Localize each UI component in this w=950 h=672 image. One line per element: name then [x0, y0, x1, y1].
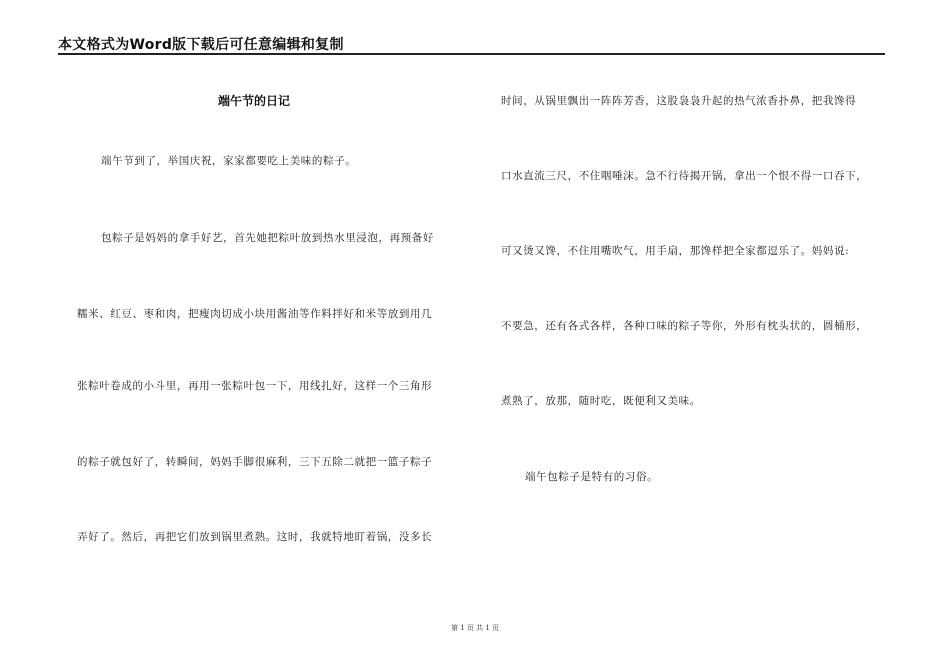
page-number-footer: 第 1 页 共 1 页 — [450, 624, 500, 632]
paragraph-line: 张粽叶卷成的小斗里，再用一张粽叶包一下，用线扎好，这样一个三角形 — [77, 380, 433, 392]
paragraph-line: 糯米、红豆、枣和肉，把瘦肉切成小块用酱油等作料拌好和米等放到用几 — [77, 308, 433, 320]
paragraph-line: 口水直流三尺，不住咽唾沫。急不行待揭开锅，拿出一个恨不得一口吞下， — [501, 170, 868, 182]
paragraph-line: 端午包粽子是特有的习俗。 — [525, 471, 659, 483]
paragraph-line: 弄好了。然后，再把它们放到锅里煮熟。这时，我就特地盯着锅，没多长 — [77, 531, 433, 543]
paragraph-line: 煮熟了，放那，随时吃，既便利又美味。 — [501, 395, 701, 407]
header-banner-text: 本文格式为Word版下载后可任意编辑和复制 — [58, 37, 344, 53]
paragraph-line: 包粽子是妈妈的拿手好艺，首先她把粽叶放到热水里浸泡，再预备好 — [101, 232, 434, 244]
paragraph-line: 的粽子就包好了，转瞬间，妈妈手脚很麻利，三下五除二就把一篮子粽子 — [77, 456, 433, 468]
document-title: 端午节的日记 — [218, 94, 291, 108]
header-banner — [58, 33, 885, 55]
paragraph-line: 端午节到了，举国庆祝，家家都要吃上美味的粽子。 — [101, 155, 357, 167]
paragraph-line: 不要急，还有各式各样，各种口味的粽子等你，外形有枕头状的，圆桶形， — [501, 320, 868, 332]
paragraph-line: 可又烫又馋，不住用嘴吹气，用手扇，那馋样把全家都逗乐了。妈妈说: — [501, 245, 850, 257]
paragraph-line: 时间，从锅里飘出一阵阵芳香，这股袅袅升起的热气浓香扑鼻，把我馋得 — [501, 95, 857, 107]
